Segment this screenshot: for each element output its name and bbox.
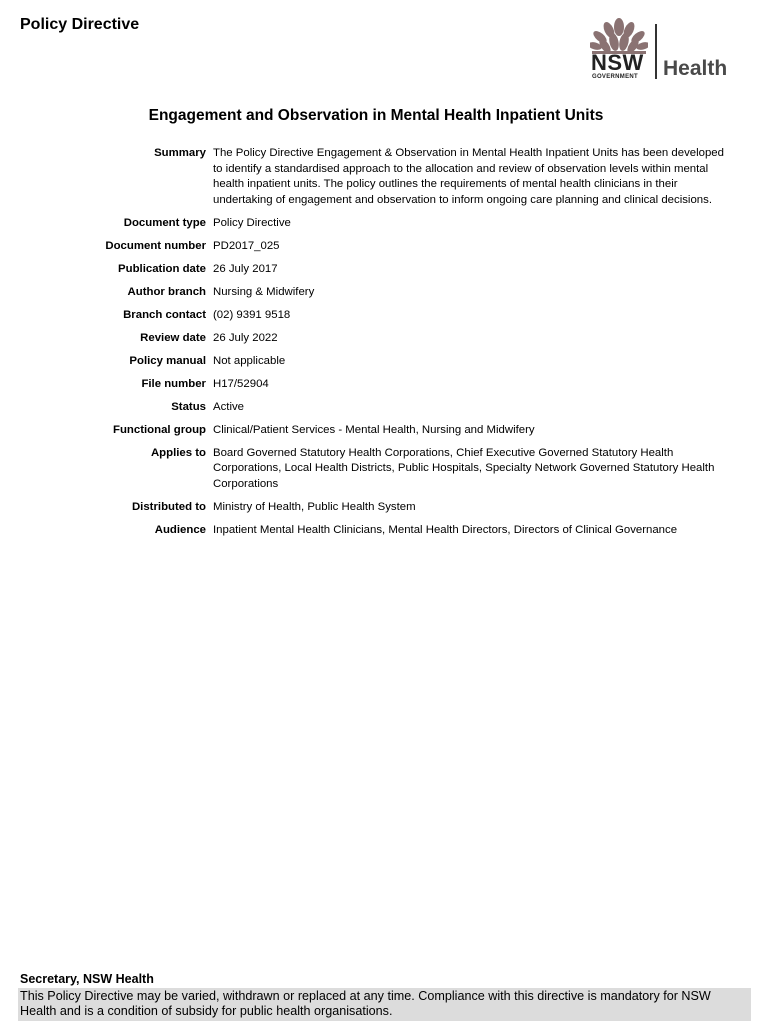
metadata-label: File number [141,377,206,390]
metadata-value: 26 July 2017 [213,262,278,275]
metadata-label: Publication date [118,262,206,275]
metadata-value: The Policy Directive Engagement & Observation in Mental Health Inpatient Units has been developed to identify a standardised approach to the allocation and review of observation levels within mental health inpatient units. The policy outlines the requirements of mental health clinicians in their undertaking of engagement and observation to inform ongoing care planning and clinical decisions. [213,147,724,206]
metadata-label: Branch contact [123,308,206,321]
metadata-value: Clinical/Patient Services - Mental Health, Nursing and Midwifery [213,423,535,436]
metadata-label: Status [171,400,206,413]
metadata-row [20,216,732,239]
metadata-value: Inpatient Mental Health Clinicians, Mental Health Directors, Directors of Clinical Governance [213,523,678,536]
metadata-label: Functional group [112,423,206,436]
logo-government-text: GOVERNMENT [592,74,639,80]
metadata-label: Distributed to [131,500,206,513]
metadata-value: PD2017_025 [213,239,280,252]
metadata-value: 26 July 2022 [213,331,278,344]
logo-health-text: Health [663,57,728,80]
metadata-row [20,377,732,400]
document-metadata-table [20,146,732,546]
nsw-health-logo [588,16,738,80]
metadata-label: Applies to [150,446,206,459]
metadata-row [20,523,732,546]
metadata-row [20,285,732,308]
metadata-value: Active [213,400,245,413]
metadata-row [20,423,732,446]
metadata-row [20,146,732,216]
metadata-value: Not applicable [213,354,286,367]
metadata-value: H17/52904 [213,377,269,390]
metadata-label: Policy manual [129,354,206,367]
logo-divider [655,24,657,79]
metadata-row [20,354,732,377]
metadata-row [20,446,732,500]
metadata-value: (02) 9391 9518 [213,308,291,321]
metadata-row [20,500,732,523]
metadata-value: Nursing & Midwifery [213,285,315,298]
header-title: Policy Directive [20,16,140,33]
metadata-value: Ministry of Health, Public Health System [213,500,416,513]
metadata-label: Document type [123,216,206,229]
metadata-row [20,239,732,262]
footer-notice: This Policy Directive may be varied, withdrawn or replaced at any time. Compliance with this directive is mandatory for NSW Health and is a condition of subsidy for public health organisations. [18,988,751,1021]
metadata-row [20,400,732,423]
metadata-value: Policy Directive [213,216,291,229]
metadata-row [20,331,732,354]
metadata-label: Document number [105,239,206,252]
metadata-label: Audience [154,523,206,536]
footer-secretary: Secretary, NSW Health [20,972,154,986]
metadata-label: Author branch [127,285,206,298]
footer [20,972,752,1018]
metadata-label: Review date [140,331,206,344]
document-title: Engagement and Observation in Mental Health Inpatient Units [148,107,604,124]
metadata-value: Board Governed Statutory Health Corporations, Chief Executive Governed Statutory Health Corporations, Local Health Districts, Public Hospitals, Specialty Network Governed Statutory Health Corporations [213,446,715,490]
metadata-label: Summary [154,147,206,159]
logo-nsw-text: NSW [591,50,644,75]
metadata-row [20,262,732,285]
metadata-row [20,308,732,331]
